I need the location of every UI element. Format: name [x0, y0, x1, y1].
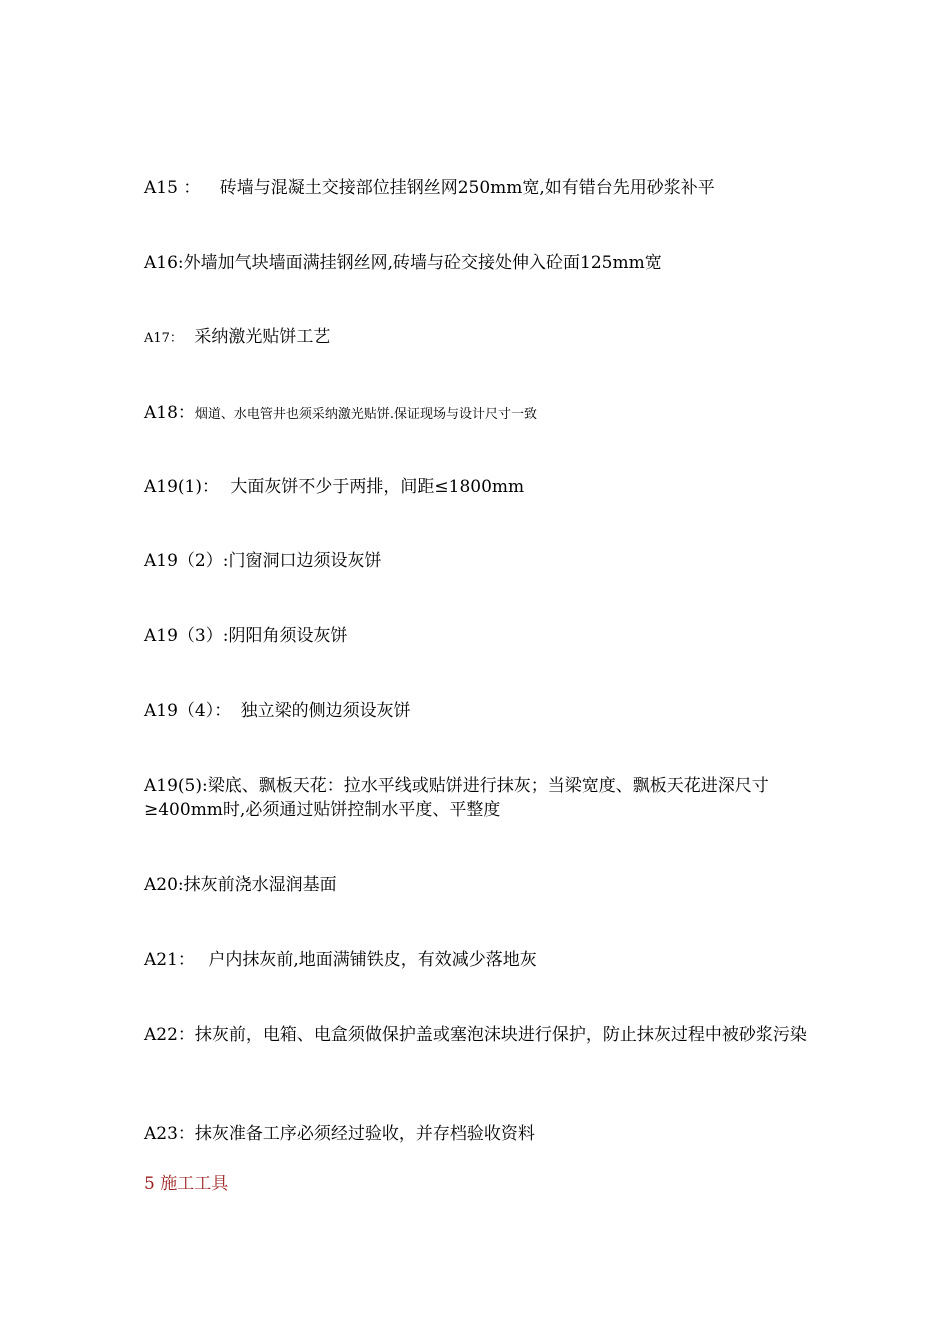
item-a16 — [144, 251, 816, 275]
item-a21 — [144, 948, 816, 972]
item-label: A19(1)： — [144, 477, 219, 497]
item-label: A16: — [144, 253, 184, 273]
item-text: 抹灰前，电箱、电盒须做保护盖或塞泡沫块进行保护，防止抹灰过程中被砂浆污染 — [194, 1025, 807, 1045]
item-text: 采纳激光贴饼工艺 — [194, 327, 331, 347]
item-label: A22： — [144, 1025, 195, 1045]
item-label: A19（2）: — [144, 551, 229, 571]
item-a18 — [144, 401, 816, 427]
item-text: 烟道、水电管井也须采纳激光贴饼.保证现场与设计尺寸一致 — [194, 407, 538, 422]
item-a19-2 — [144, 549, 816, 573]
item-a19-3 — [144, 624, 816, 648]
item-a19-5 — [144, 774, 816, 822]
item-text: 大面灰饼不少于两排，间距≤1800mm — [230, 477, 525, 497]
item-label: A19（3）: — [144, 626, 229, 646]
item-text: 阴阳角须设灰饼 — [228, 626, 348, 646]
item-a22 — [144, 1023, 816, 1047]
section-heading: 5 施工工具 — [144, 1174, 229, 1194]
item-a23 — [144, 1122, 816, 1146]
item-label: A23： — [144, 1124, 195, 1144]
item-a15 — [144, 176, 816, 200]
item-a17 — [144, 325, 816, 351]
item-text: 独立梁的侧边须设灰饼 — [240, 701, 411, 721]
item-text: 抹灰前浇水湿润基面 — [183, 875, 337, 895]
item-label: A19（4）： — [144, 701, 232, 721]
item-a19-4 — [144, 699, 816, 723]
item-text: 户内抹灰前,地面满铺铁皮，有效减少落地灰 — [208, 950, 537, 970]
item-a19-1 — [144, 475, 816, 499]
item-label: A15 ： — [144, 178, 201, 198]
item-label: A18： — [144, 403, 195, 423]
item-label: A19(5): — [144, 776, 208, 796]
item-a20 — [144, 873, 816, 897]
item-label: A21： — [144, 950, 195, 970]
item-text: 梁底、飘板天花：拉水平线或贴饼进行抹灰；当梁宽度、飘板天花进深尺寸≥400mm时,必须通过贴饼控制水平度、平整度 — [144, 776, 769, 820]
item-text: 砖墙与混凝土交接部位挂钢丝网250mm宽,如有错台先用砂浆补平 — [219, 178, 715, 198]
item-text: 外墙加气块墙面满挂钢丝网,砖墙与砼交接处伸入砼面125mm宽 — [183, 253, 662, 273]
item-label: A20: — [144, 875, 184, 895]
item-label: A17： — [144, 331, 183, 346]
item-text: 抹灰准备工序必须经过验收，并存档验收资料 — [194, 1124, 535, 1144]
item-text: 门窗洞口边须设灰饼 — [228, 551, 382, 571]
